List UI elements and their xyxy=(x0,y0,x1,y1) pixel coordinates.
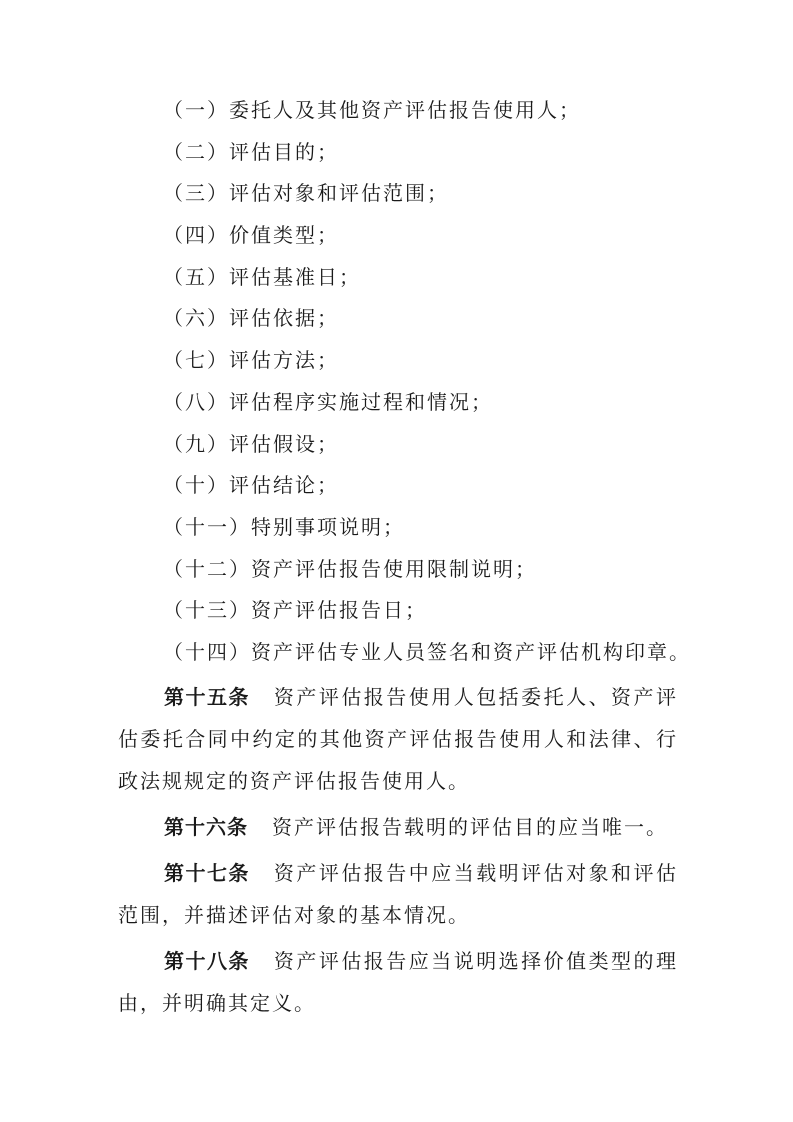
list-item: （六）评估依据； xyxy=(163,306,339,331)
list-item: （八）评估程序实施过程和情况； xyxy=(163,389,493,414)
list-item: （九）评估假设； xyxy=(163,431,339,456)
article-label: 第十五条 xyxy=(164,685,250,709)
list-item: （四）价值类型； xyxy=(163,223,339,248)
article-label: 第十六条 xyxy=(164,815,248,839)
list-item: （十四）资产评估专业人员签名和资产评估机构印章。 xyxy=(163,639,691,664)
list-item: （一）委托人及其他资产评估报告使用人； xyxy=(163,98,581,122)
article-15 xyxy=(118,676,678,802)
article-text: 资产评估报告应当说明选择价值类型的理由，并明确其定义。 xyxy=(118,949,679,1015)
list-item: （五）评估基准日； xyxy=(163,264,361,289)
article-label: 第十八条 xyxy=(164,949,250,973)
report-contents-list xyxy=(163,92,691,676)
article-18 xyxy=(118,940,678,1024)
article-label: 第十七条 xyxy=(164,861,250,885)
article-17 xyxy=(118,852,678,936)
list-item: （十）评估结论； xyxy=(163,473,339,498)
list-item: （七）评估方法； xyxy=(163,348,339,373)
articles-section xyxy=(118,676,678,1028)
article-text: 资产评估报告载明的评估目的应当唯一。 xyxy=(272,815,668,839)
list-item: （十二）资产评估报告使用限制说明； xyxy=(163,556,537,581)
article-text: 资产评估报告中应当载明评估对象和评估范围，并描述评估对象的基本情况。 xyxy=(118,861,679,927)
list-item: （二）评估目的； xyxy=(163,139,339,164)
list-item: （三）评估对象和评估范围； xyxy=(163,181,449,206)
article-16 xyxy=(118,806,678,848)
article-text: 资产评估报告使用人包括委托人、资产评估委托合同中约定的其他资产评估报告使用人和法律、行政法规规定的资产评估报告使用人。 xyxy=(118,685,679,793)
list-item: （十三）资产评估报告日； xyxy=(163,598,427,623)
list-item: （十一）特别事项说明； xyxy=(163,514,405,539)
